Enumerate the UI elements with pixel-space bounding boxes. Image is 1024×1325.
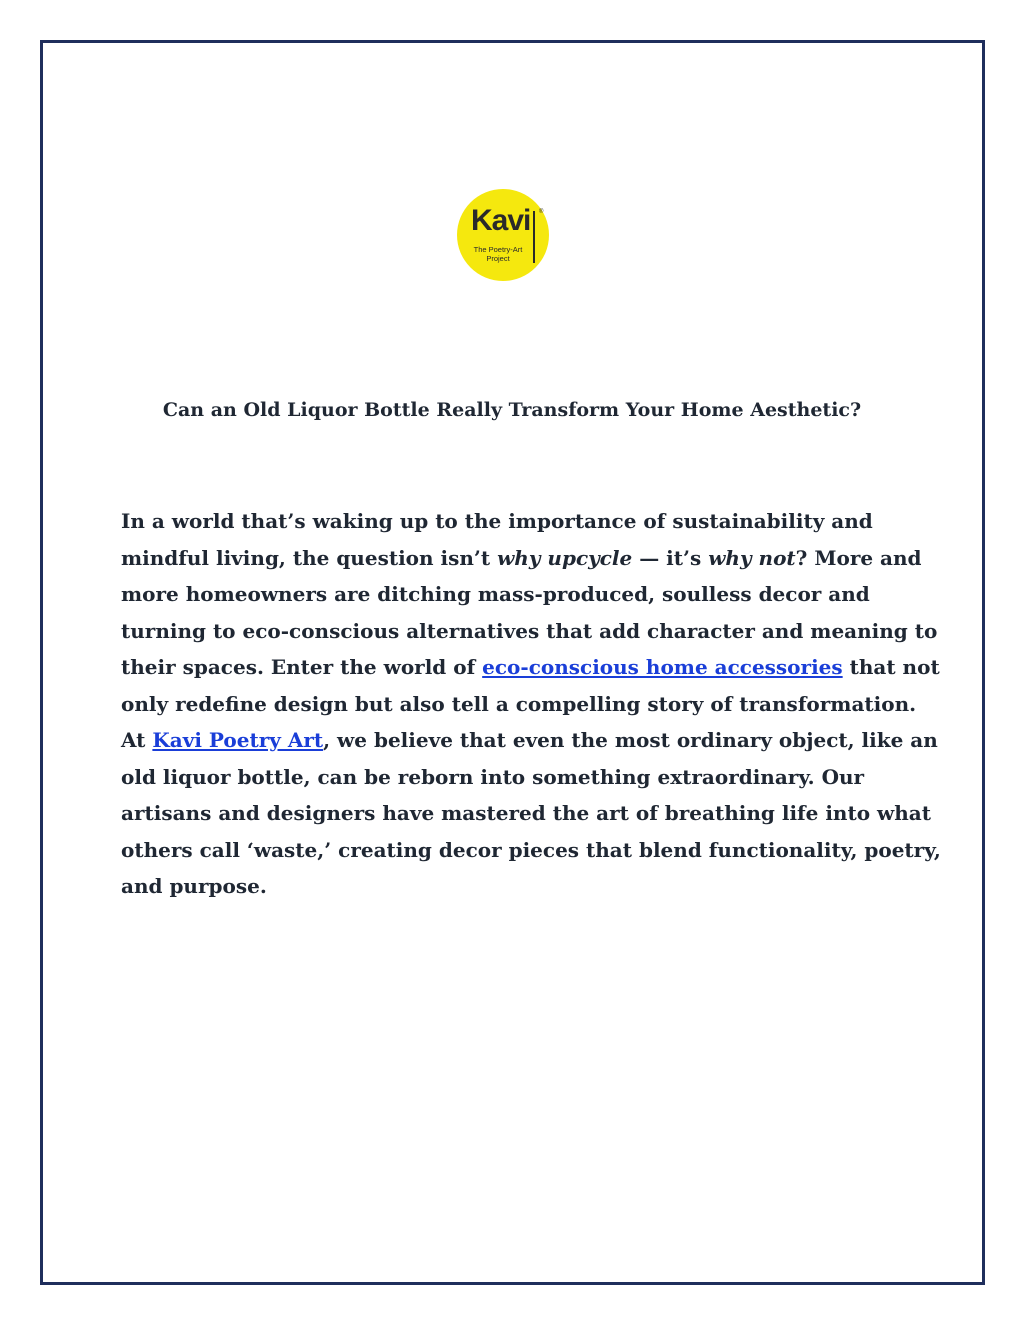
paragraph-line: others call ‘waste,’ creating decor pieces that blend functionality, poetry, bbox=[121, 837, 941, 862]
kavi-logo bbox=[457, 189, 549, 281]
text-segment: their spaces. Enter the world of bbox=[121, 655, 483, 679]
paragraph-line bbox=[121, 722, 938, 759]
emphasis-why-not: why not bbox=[708, 545, 796, 570]
logo-trademark: ® bbox=[539, 209, 544, 215]
logo-bar bbox=[533, 211, 535, 263]
text-segment: — it’s bbox=[632, 545, 709, 570]
paragraph-line bbox=[121, 649, 940, 686]
paragraph-line bbox=[121, 540, 921, 577]
logo-tagline-line2: Project bbox=[486, 254, 510, 263]
kavi-poetry-art-link[interactable]: Kavi Poetry Art bbox=[152, 728, 324, 752]
text-segment: At bbox=[121, 728, 153, 752]
logo-wordmark: Kavi bbox=[471, 204, 531, 237]
eco-conscious-home-accessories-link[interactable]: eco-conscious home accessories bbox=[482, 655, 843, 679]
paragraph-line: only redefine design but also tell a compelling story of transformation. bbox=[121, 691, 917, 716]
emphasis-why-upcycle: why upcycle bbox=[497, 545, 633, 570]
page-title: Can an Old Liquor Bottle Really Transform Your Home Aesthetic? bbox=[162, 399, 862, 421]
paragraph-line: old liquor bottle, can be reborn into something extraordinary. Our bbox=[121, 764, 865, 789]
paragraph-line: artisans and designers have mastered the art of breathing life into what bbox=[121, 801, 931, 825]
body-paragraph bbox=[121, 503, 941, 905]
paragraph-line: In a world that’s waking up to the importance of sustainability and bbox=[121, 509, 873, 533]
text-segment: , we believe that even the most ordinary object, like an bbox=[323, 728, 938, 752]
paragraph-line: and purpose. bbox=[121, 874, 267, 898]
paragraph-line: more homeowners are ditching mass-produced, soulless decor and bbox=[121, 582, 870, 606]
text-segment: ? More and bbox=[795, 545, 922, 570]
logo-tagline-line1: The Poetry-Art bbox=[473, 245, 523, 254]
logo-tagline bbox=[463, 245, 533, 263]
text-segment: mindful living, the question isn’t bbox=[121, 545, 498, 570]
paragraph-line: turning to eco-conscious alternatives that add character and meaning to bbox=[121, 618, 938, 643]
text-segment: that not bbox=[842, 655, 940, 679]
